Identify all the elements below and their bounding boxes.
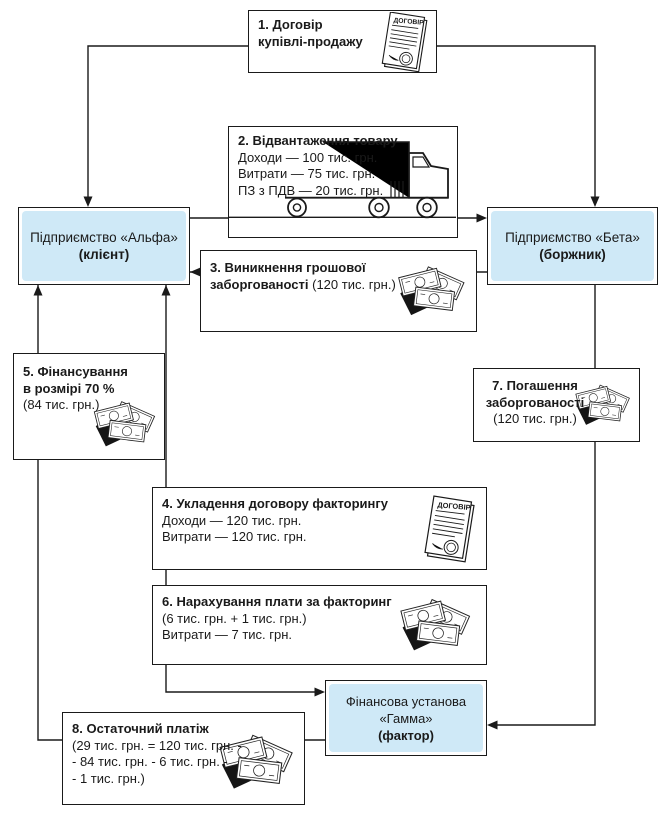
entity-gamma-name-line1: Фінансова установа [345, 693, 467, 709]
entity-beta-name: Підприємство «Бета» [505, 229, 640, 245]
step8-final-payment-box [62, 712, 305, 805]
step7-title-line1: 7. Погашення [492, 378, 578, 393]
step7-title-line2: заборгованості [485, 394, 585, 410]
step8-calc-line1: (29 тис. грн. = 120 тис. грн. - [72, 737, 242, 753]
step4-line-expense: Витрати — 120 тис. грн. [162, 529, 307, 544]
step1-title-line2: купівлі-продажу [258, 33, 363, 49]
entity-alpha-role: (клієнт) [78, 247, 130, 262]
step2-shipment-box [228, 126, 458, 238]
step5-financing-box [13, 353, 165, 460]
step5-amount: (84 тис. грн.) [23, 397, 100, 412]
step5-title-line2: в розмірі 70 % [23, 380, 115, 396]
step6-line-fee: (6 тис. грн. + 1 тис. грн.) [162, 610, 307, 626]
step5-title-line1: 5. Фінансування [23, 364, 128, 379]
step8-title: 8. Остаточний платіж [72, 721, 209, 736]
step2-title: 2. Відвантаження товару [238, 133, 398, 148]
connector-lines: ДОГОВІР [0, 0, 667, 815]
step3-debt-arises-box [200, 250, 477, 332]
step8-calc-line3: - 1 тис. грн.) [72, 770, 145, 786]
step1-sales-contract-box [248, 10, 437, 73]
step3-title-line2: заборгованості [210, 276, 309, 292]
step7-repayment-box [473, 368, 640, 442]
step8-calc-line2: - 84 тис. грн. - 6 тис. грн. - [72, 754, 228, 769]
step2-line-income: Доходи — 100 тис. грн. [238, 149, 378, 165]
entity-beta-role: (боржник) [539, 247, 606, 262]
step1-title-line1: 1. Договір [258, 17, 323, 32]
entity-alpha-box [18, 207, 190, 285]
step3-title-line1: 3. Виникнення грошової [210, 260, 366, 275]
step7-amount: (120 тис. грн.) [493, 411, 577, 426]
step6-title: 6. Нарахування плати за факторинг [162, 594, 392, 609]
entity-gamma-name-line2: «Гамма» [379, 710, 433, 726]
entity-gamma-role: (фактор) [378, 727, 434, 743]
step4-title: 4. Укладення договору факторингу [162, 496, 389, 511]
step6-factoring-fee-box [152, 585, 487, 665]
entity-gamma-box [325, 680, 487, 756]
entity-alpha-name: Підприємство «Альфа» [30, 229, 178, 245]
step4-line-income: Доходи — 120 тис. грн. [162, 512, 302, 528]
step3-amount: (120 тис. грн.) [312, 276, 396, 292]
step2-line-expense: Витрати — 75 тис. грн. [238, 166, 376, 181]
step2-line-vat: ПЗ з ПДВ — 20 тис. грн. [238, 182, 384, 198]
step6-line-expense: Витрати — 7 тис. грн. [162, 627, 293, 642]
entity-beta-box [487, 207, 658, 285]
step4-factoring-contract-box [152, 487, 487, 570]
